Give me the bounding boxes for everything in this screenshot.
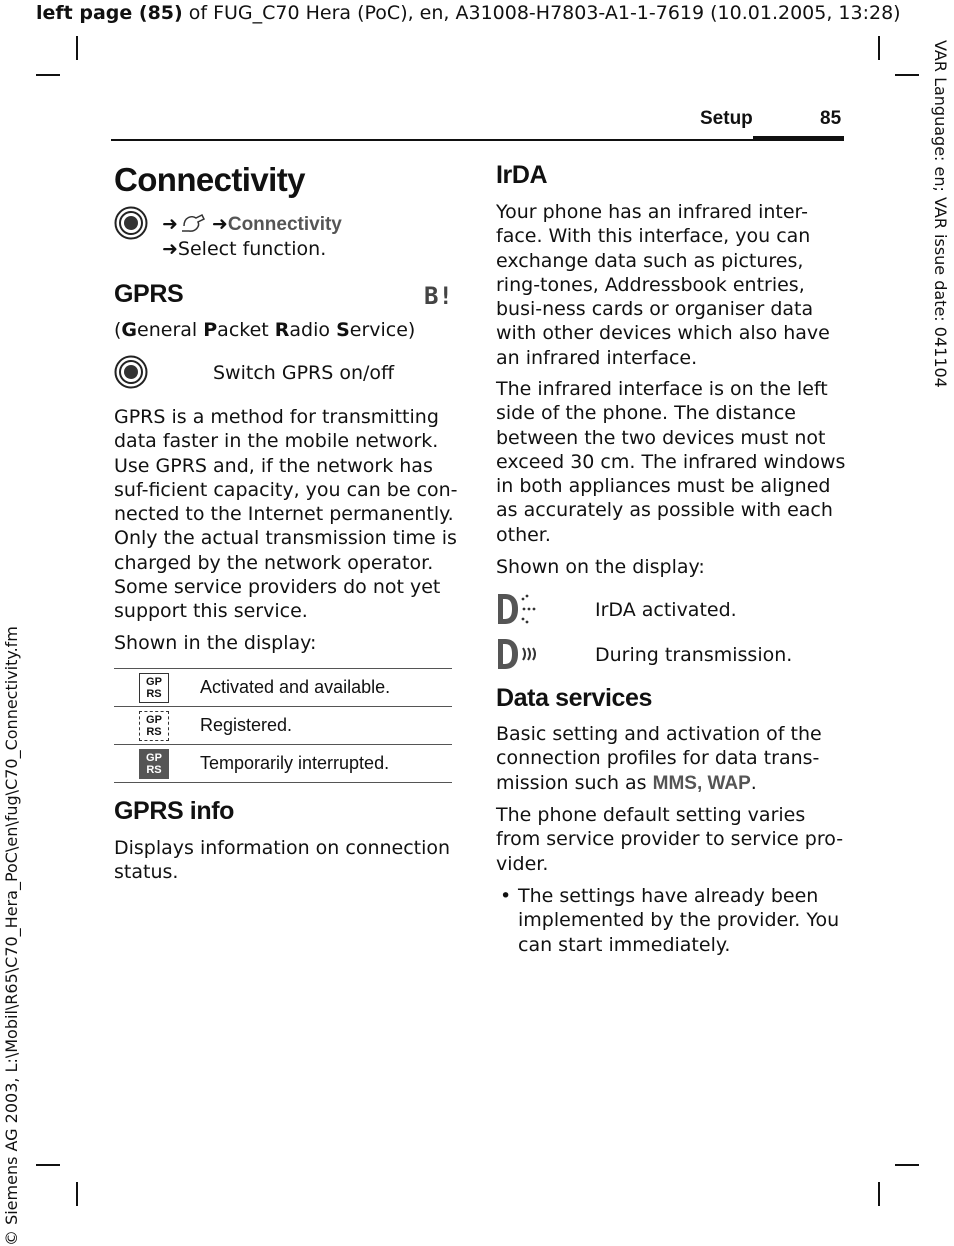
letter-p: P (203, 319, 218, 341)
irda-paragraph-1: Your phone has an infrared inter-face. With this interface, you can exchange data such as pictures, ring-tones, Addressbook entries, busi-ness cards or organiser data with other devices which also have an infrared interface. (496, 201, 830, 369)
gprs-expansion (114, 318, 415, 342)
irda-activated-icon (496, 592, 538, 626)
crop-mark (895, 1164, 919, 1166)
data-services-paragraph-1 (496, 722, 846, 796)
icon-description: Registered. (200, 707, 452, 745)
word-radio: adio (289, 319, 337, 341)
word-general: eneral (137, 319, 204, 341)
running-header-section: Setup (700, 108, 753, 129)
data-services-paragraph-2: The phone default setting varies from service provider to service pro-vider. (496, 804, 844, 875)
icon-description: Activated and available. (200, 669, 452, 707)
language-issue-text: VAR Language: en; VAR issue date: 041104 (931, 40, 950, 388)
arrow-icon: ➜ (162, 213, 178, 235)
gprs-active-icon (139, 673, 169, 703)
gprs-registered-icon (139, 711, 169, 741)
paren-open: ( (114, 319, 122, 341)
gprs-info-description: Displays information on connection status. (114, 837, 451, 884)
meta-page-label: left page (85) (36, 2, 183, 24)
crop-mark (878, 36, 880, 60)
crop-mark (895, 74, 919, 76)
table-row (114, 669, 452, 707)
crop-mark (878, 1182, 880, 1206)
crop-mark (76, 1182, 78, 1206)
table-row (114, 707, 452, 745)
arrow-icon: ➜ (211, 213, 228, 235)
crop-mark (36, 74, 60, 76)
select-function-text: Select function. (177, 238, 327, 260)
crop-mark (36, 1164, 60, 1166)
navigation-key-icon (114, 355, 148, 389)
table-row (114, 745, 452, 783)
side-info-left (2, 600, 26, 1246)
word-packet: acket (217, 319, 275, 341)
icon-label-bottom: RS (146, 763, 162, 776)
gprs-availability-icon: B! (424, 282, 453, 310)
icon-label-bottom: RS (146, 687, 162, 700)
page-title: Connectivity (114, 161, 305, 198)
icon-label-top: GP (146, 751, 162, 764)
header-rule-bar (753, 136, 844, 141)
paren-close: ) (407, 319, 416, 341)
icon-cell (114, 707, 200, 745)
gprs-interrupted-icon (139, 749, 169, 779)
icon-cell (114, 669, 200, 707)
setup-menu-icon (180, 212, 210, 234)
heading-data-services: Data services (496, 684, 653, 712)
menu-ref-mms: MMS (652, 772, 697, 794)
document-meta-line (36, 2, 901, 24)
list-item: • The settings have already been implemented by the provider. You can start immediately. (496, 884, 846, 957)
heading-gprs: GPRS (114, 280, 184, 308)
menu-item-connectivity: Connectivity (227, 214, 342, 235)
irda-paragraph-2: The infrared interface is on the left side of the phone. The distance between the two devices must not exceed 30 cm. The infrared windows in both appliances must be aligned as accurately as possible with each other. (496, 378, 846, 546)
letter-s: S (336, 319, 350, 341)
side-info-right (930, 40, 952, 400)
data-services-text: Basic setting and activation of the connection profiles for data trans-mission such as (496, 723, 822, 794)
heading-irda: IrDA (496, 161, 548, 189)
crop-mark (76, 36, 78, 60)
menu-ref-separator: , (696, 772, 708, 794)
menu-path (162, 212, 342, 261)
icon-label-bottom: RS (146, 725, 162, 738)
file-path-text: © Siemens AG 2003, L:\Mobil\R65\C70_Hera_PoC\en\fug\C70_Connectivity.fm (2, 626, 21, 1246)
icon-description: Temporarily interrupted. (200, 745, 452, 783)
irda-display-intro: Shown on the display: (496, 556, 705, 578)
gprs-icon-table (114, 668, 452, 783)
gprs-description: GPRS is a method for transmitting data faster in the mobile network. Use GPRS and, if the network has suf-ficient capacity, you can be con-nected to the Internet permanently. Only the actual transmission time is charged by the network operator. Some service providers do not yet support this service. (114, 406, 458, 623)
irda-transmission-icon (496, 637, 542, 671)
icon-label-top: GP (146, 713, 162, 726)
page-number: 85 (820, 108, 842, 129)
data-services-bullets (496, 884, 846, 957)
irda-activated-text: IrDA activated. (595, 599, 737, 621)
header-rule (111, 139, 844, 141)
navigation-key-icon (114, 206, 148, 240)
meta-details: of FUG_C70 Hera (PoC), en, A31008-H7803-A1-1-7619 (10.01.2005, 13:28) (182, 2, 901, 24)
sentence-end: . (750, 771, 757, 794)
icon-label-top: GP (146, 675, 162, 688)
irda-transmission-text: During transmission. (595, 644, 793, 666)
menu-ref-wap: WAP (707, 772, 751, 794)
switch-gprs-text: Switch GPRS on/off (213, 362, 395, 384)
heading-gprs-info: GPRS info (114, 797, 235, 825)
letter-r: R (274, 319, 290, 341)
word-service: ervice (349, 319, 408, 341)
icon-cell (114, 745, 200, 783)
letter-g: G (121, 319, 138, 341)
gprs-display-intro: Shown in the display: (114, 632, 317, 654)
arrow-icon: ➜ (162, 238, 178, 260)
